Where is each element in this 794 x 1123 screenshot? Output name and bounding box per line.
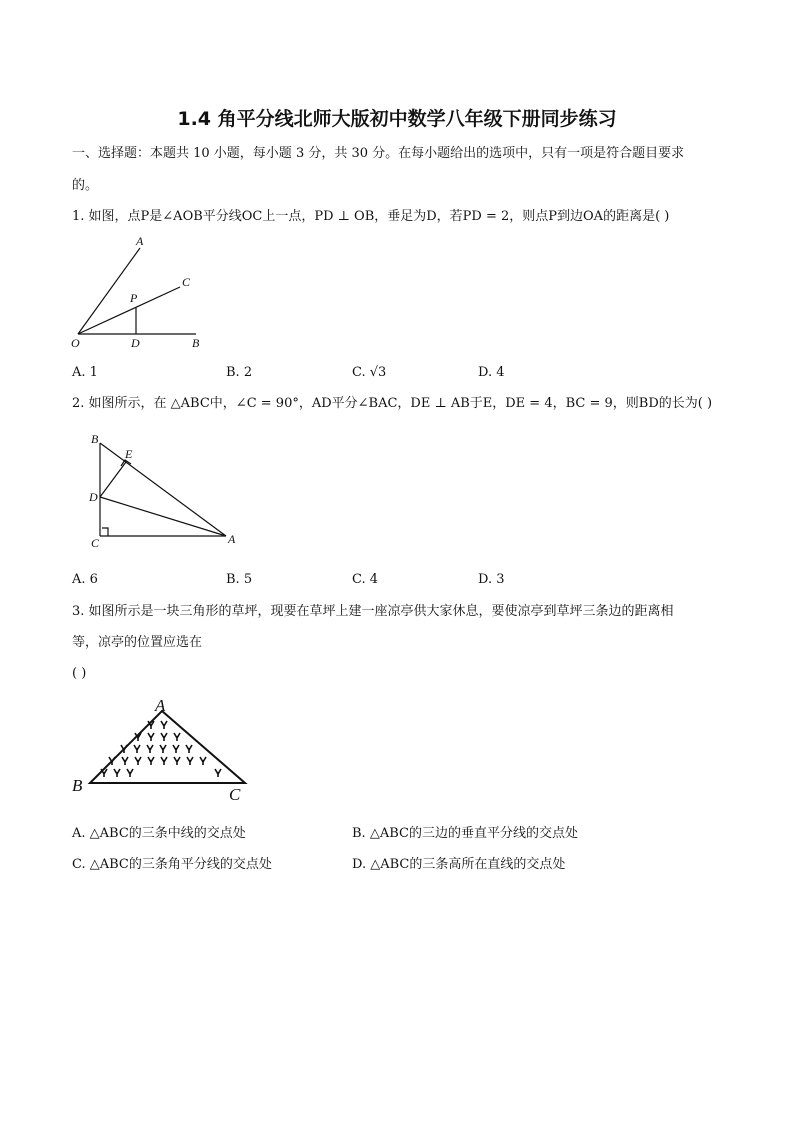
label-b: B [192, 336, 200, 350]
label-p: P [130, 291, 138, 305]
label-o: O [71, 336, 80, 350]
label-b: B [72, 776, 83, 795]
q1-option-c: C. √3 [352, 365, 387, 380]
grass-tuft [134, 745, 140, 753]
page-title: 1.4 角平分线北师大版初中数学八年级下册同步练习 [177, 108, 617, 130]
grass-tuft [174, 733, 180, 741]
grass-tuft [114, 769, 120, 777]
question-3-stem: 3. 如图所示是一块三角形的草坪，现要在草坪上建一座凉亭供大家休息，要使凉亭到草坪三条边的距离相 [72, 604, 674, 619]
grass-tuft [147, 745, 153, 753]
q2-option-a: A. 6 [72, 572, 98, 587]
grass-tuft [135, 757, 141, 765]
question-1-stem: 1. 如图，点P是∠AOB平分线OC上一点，PD ⊥ OB，垂足为D，若PD = 2，则点P到边OA的距离是( ) [72, 209, 670, 224]
question-2-stem: 2. 如图所示，在 △ABC中，∠C = 90°，AD平分∠BAC，DE ⊥ AB于E，DE = 4，BC = 9，则BD的长为( ) [72, 396, 713, 411]
grass-tuft [127, 769, 133, 777]
label-c: C [91, 536, 100, 550]
lawn-triangle [90, 711, 245, 783]
grass-tuft [148, 733, 154, 741]
q2-option-c: C. 4 [352, 572, 379, 587]
section-instruction: 一、选择题：本题共 10 小题，每小题 3 分，共 30 分。在每小题给出的选项中，只有一项是符合题目要求 [72, 146, 685, 161]
q1-option-a: A. 1 [72, 365, 98, 380]
label-b: B [91, 432, 99, 446]
q2-option-b: B. 5 [226, 572, 253, 587]
label-d: D [89, 490, 98, 504]
section-instruction-cont: 的。 [72, 178, 99, 193]
q3-option-a: A. △ABC的三条中线的交点处 [72, 826, 246, 841]
grass-tuft [186, 745, 192, 753]
grass-tuft [161, 721, 167, 729]
grass-tuft [173, 745, 179, 753]
grass-tuft [161, 733, 167, 741]
q2-option-d: D. 3 [478, 572, 505, 587]
question-3-stem-cont: 等，凉亭的位置应选在 [72, 635, 203, 650]
label-a: A [136, 234, 144, 248]
label-a: A [228, 532, 236, 546]
grass-tuft [187, 757, 193, 765]
q3-option-c: C. △ABC的三条角平分线的交点处 [72, 857, 272, 872]
q1-option-b: B. 2 [226, 365, 253, 380]
label-e: E [125, 447, 133, 461]
label-c: C [229, 785, 241, 804]
q3-option-b: B. △ABC的三边的垂直平分线的交点处 [352, 826, 578, 841]
grass-tuft [148, 757, 154, 765]
grass-tuft [174, 757, 180, 765]
q1-option-d: D. 4 [478, 365, 505, 380]
question-3-blank: ( ) [72, 666, 87, 681]
grass-tuft [122, 757, 128, 765]
label-d: D [131, 336, 140, 350]
q3-option-d: D. △ABC的三条高所在直线的交点处 [352, 857, 566, 872]
grass-pattern [101, 721, 221, 777]
grass-tuft [160, 745, 166, 753]
grass-tuft [200, 757, 206, 765]
label-c: C [182, 275, 191, 289]
grass-tuft [215, 769, 221, 777]
label-a: A [155, 696, 166, 715]
grass-tuft [161, 757, 167, 765]
